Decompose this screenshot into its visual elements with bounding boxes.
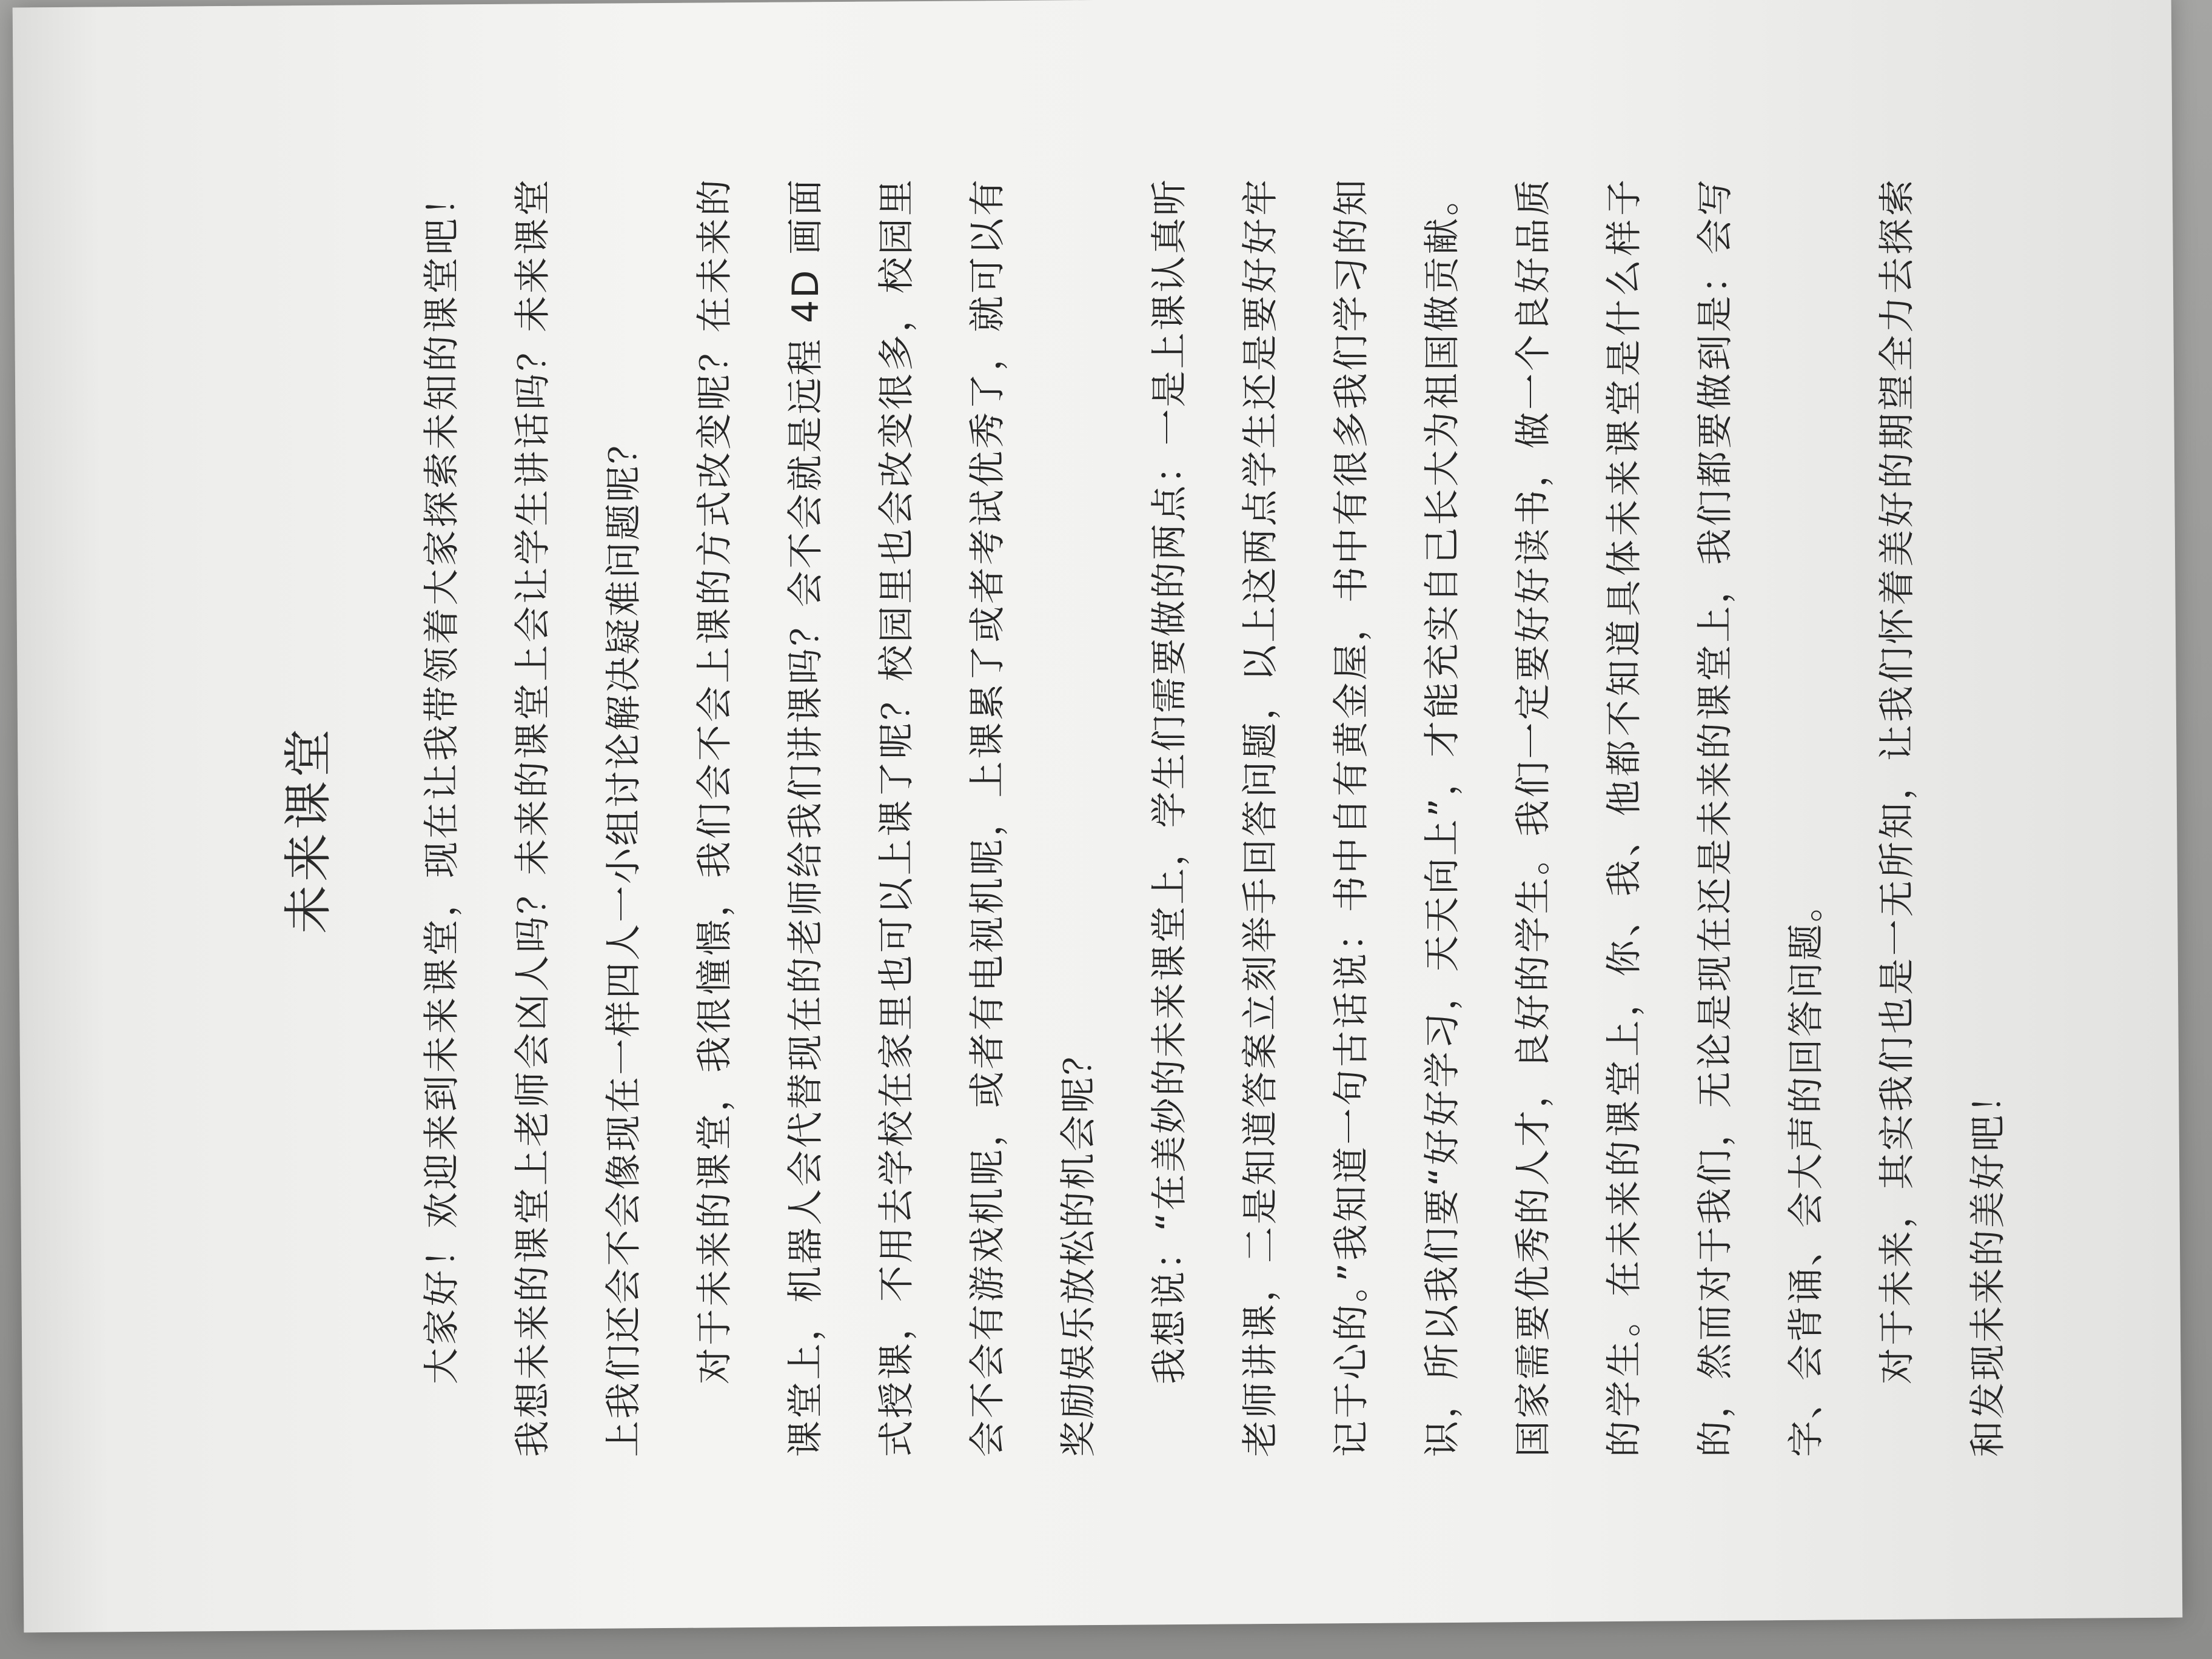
paragraph: 我想说：“在美妙的未来课堂上，学生们需要做的两点：一是上课认真听老师讲课，二是知道答案立刻举手回答问题，以上这两点学生还是要好好牢记于心的。”我知道一句古话说：书中自有黄金屋，书中有很多我们学习的知识，所以我们要“好好学习，天天向上”，才能充实自己长大为祖国做贡献。国家需要优秀的人才，良好的学生。我们一定要好好读书，做一个良好品质的学生。在未来的课堂上，你、我、他都不知道具体未来课堂是什么样子的，然而对于我们，无论是现在还是未来的课堂上，我们都要做到是：会写字、会背诵、会大声的回答问题。 xyxy=(1148,178,1828,1457)
document-title: 未来课堂 xyxy=(280,725,337,934)
paragraph: 对于未来，其实我们也是一无所知，让我们怀着美好的期望全力去探索和发现未来的美好吧！ xyxy=(1876,178,2009,1457)
document-body xyxy=(397,178,2034,1457)
document-page xyxy=(136,147,2076,1512)
paragraph: 对于未来的课堂，我很憧憬，我们会不会上课的方式改变呢？在未来的课堂上，机器人会代替现在的老师给我们讲课吗？会不会就是远程 4D 画面式授课，不用去学校在家里也可以上课了呢？校园里也会改变很多，校园里会不会有游戏机呢，或者有电视机呢，上课累了或者考试优秀了，就可以有奖励娱乐放松的机会呢？ xyxy=(694,178,1100,1457)
paragraph: 大家好！欢迎来到未来课堂，现在让我带领着大家探索未知的课堂吧！我想未来的课堂上老师会凶人吗？未来的课堂上会让学生讲话吗？未来课堂上我们还会不会像现在一样四人一小组讨论解决疑难问题呢？ xyxy=(421,178,645,1457)
